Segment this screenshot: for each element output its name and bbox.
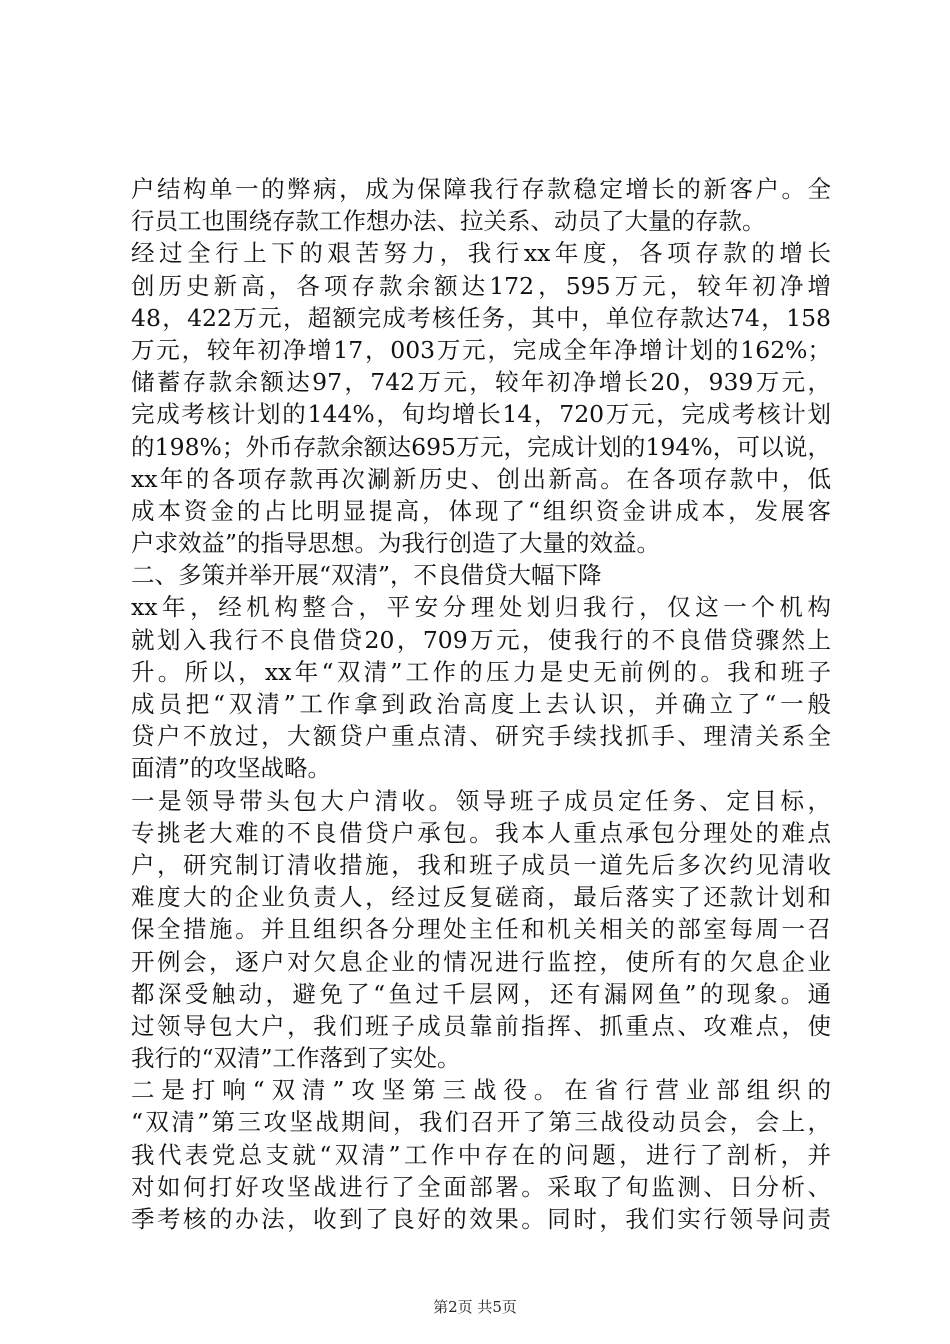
text-line: 都深受触动，避免了“鱼过千层网，还有漏网鱼”的现象。通 — [131, 979, 831, 1008]
document-body — [131, 173, 831, 1235]
text-line: 面清”的攻坚战略。 — [131, 754, 332, 783]
text-line: 季考核的办法，收到了良好的效果。同时，我们实行领导问责 — [131, 1205, 831, 1233]
text-line: 我代表党总支就“双清”工作中存在的问题，进行了剖析，并 — [131, 1140, 831, 1169]
text-line: 升。所以，xx年“双清”工作的压力是史无前例的。我和班子 — [131, 657, 831, 686]
text-line: 成本资金的占比明显提高，体现了“组织资金讲成本，发展客 — [131, 496, 831, 525]
text-line: 户求效益”的指导思想。为我行创造了大量的效益。 — [131, 529, 661, 558]
text-line: 户，研究制订清收措施，我和班子成员一道先后多次约见清收 — [131, 850, 831, 879]
text-line: 保全措施。并且组织各分理处主任和机关相关的部室每周一召 — [131, 915, 831, 944]
text-line: 创历史新高，各项存款余额达172，595万元，较年初净增 — [131, 271, 831, 300]
text-line: 开例会，逐户对欠息企业的情况进行监控，使所有的欠息企业 — [131, 947, 831, 976]
page-footer: 第2页 共5页 — [433, 1298, 517, 1316]
text-line: 户结构单一的弊病，成为保障我行存款稳定增长的新客户。全 — [131, 175, 831, 203]
text-line: 行员工也围绕存款工作想办法、拉关系、动员了大量的存款。 — [131, 207, 766, 236]
text-line: 万元，较年初净增17，003万元，完成全年净增计划的162%； — [131, 335, 831, 364]
text-line: 对如何打好攻坚战进行了全面部署。采取了旬监测、日分析、 — [131, 1172, 831, 1201]
section-heading: 二、多策并举开展“双清”，不良借贷大幅下降 — [131, 561, 602, 590]
text-line: “双清”第三攻坚战期间，我们召开了第三战役动员会，会上， — [131, 1108, 831, 1137]
text-line: 就划入我行不良借贷20，709万元，使我行的不良借贷骤然上 — [131, 625, 831, 654]
text-line: xx年，经机构整合，平安分理处划归我行，仅这一个机构 — [131, 593, 831, 622]
text-line: 过领导包大户，我们班子成员靠前指挥、抓重点、攻难点，使 — [131, 1011, 831, 1040]
text-line: xx年的各项存款再次涮新历史、创出新高。在各项存款中，低 — [131, 464, 831, 493]
text-line: 一是领导带头包大户清收。领导班子成员定任务、定目标， — [131, 786, 831, 815]
text-line: 48，422万元，超额完成考核任务，其中，单位存款达74，158 — [131, 303, 831, 332]
text-line: 完成考核计划的144%，旬均增长14，720万元，完成考核计划 — [131, 400, 831, 429]
text-line: 经过全行上下的艰苦努力，我行xx年度，各项存款的增长 — [131, 239, 831, 268]
text-line: 难度大的企业负责人，经过反复磋商，最后落实了还款计划和 — [131, 883, 831, 912]
text-line: 我行的“双清”工作落到了实处。 — [131, 1044, 461, 1073]
text-line: 二是打响“双清”攻坚第三战役。在省行营业部组织的 — [131, 1076, 831, 1105]
text-line: 的198%；外币存款余额达695万元，完成计划的194%，可以说， — [131, 432, 831, 461]
text-line: 专挑老大难的不良借贷户承包。我本人重点承包分理处的难点 — [131, 818, 831, 847]
text-line: 贷户不放过，大额贷户重点清、研究手续找抓手、理清关系全 — [131, 722, 831, 751]
text-line: 储蓄存款余额达97，742万元，较年初净增长20，939万元， — [131, 368, 831, 397]
text-line: 成员把“双清”工作拿到政治高度上去认识，并确立了“一般 — [131, 690, 831, 718]
